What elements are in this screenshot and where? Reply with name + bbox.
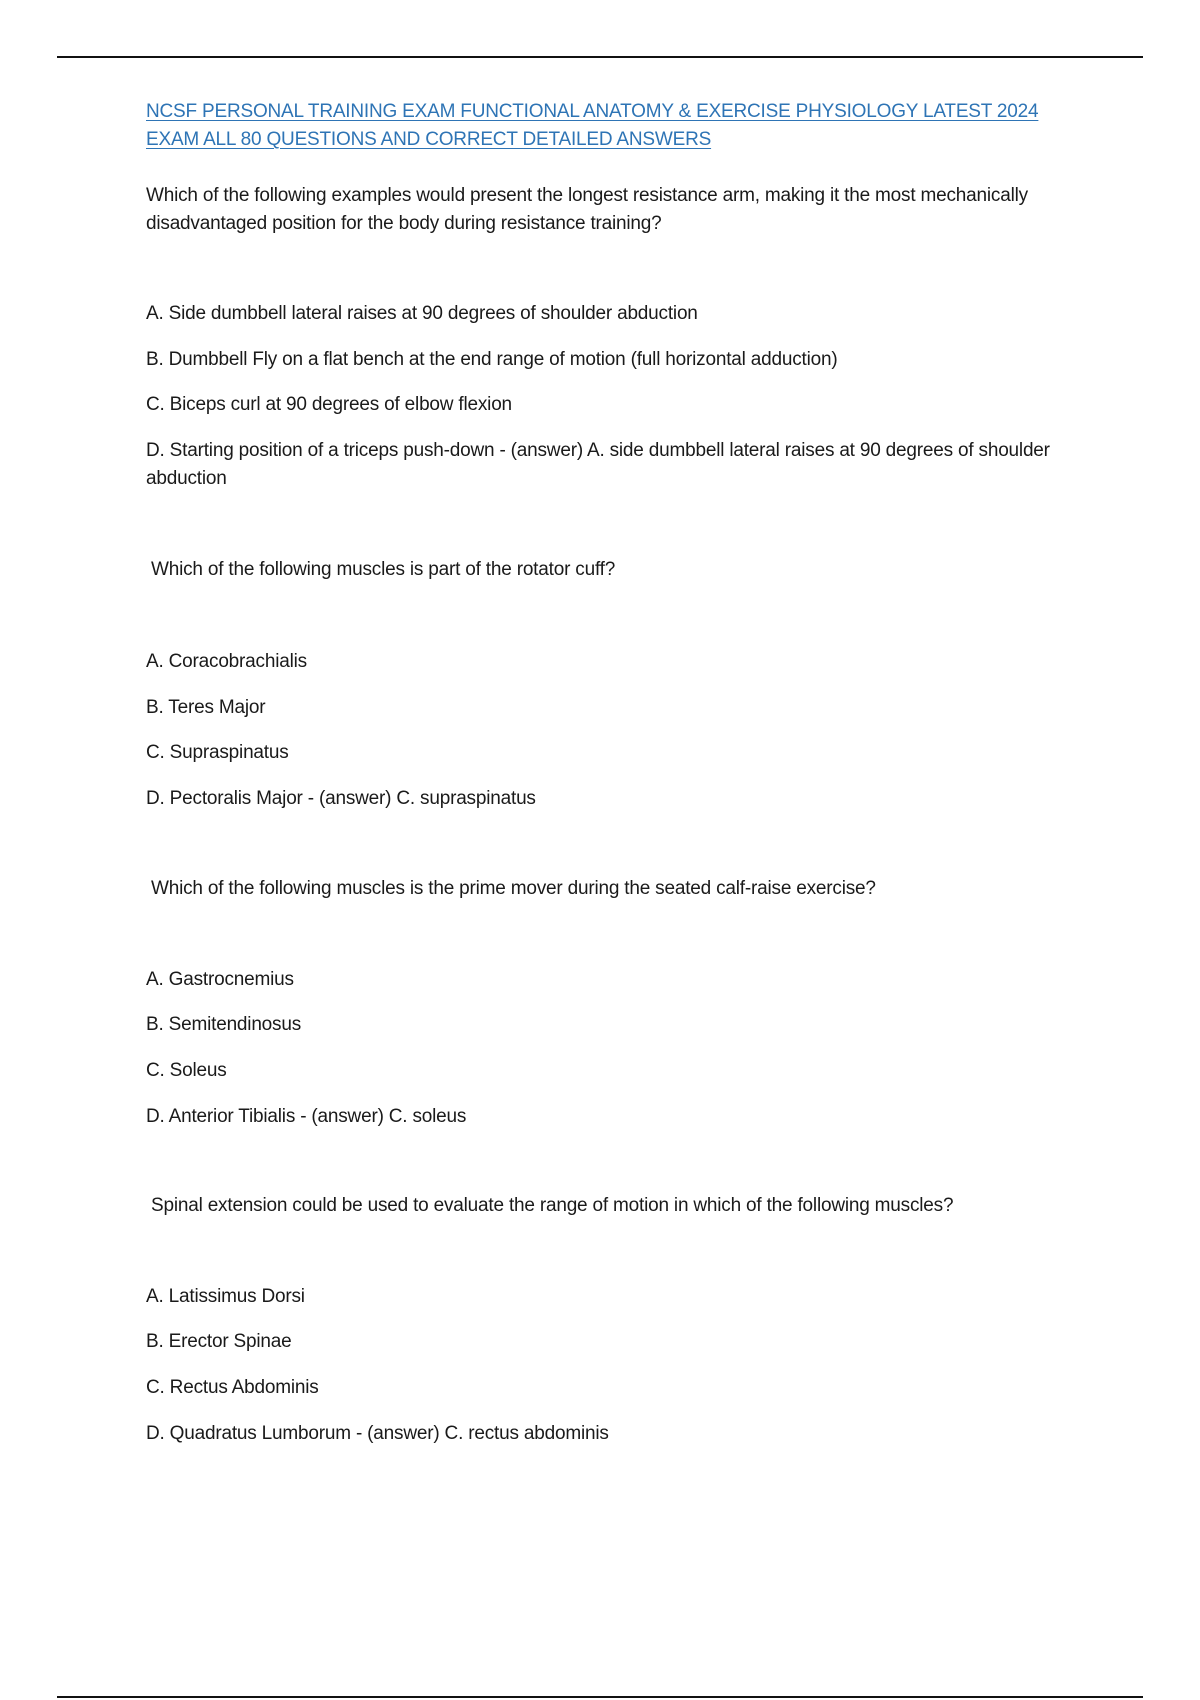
question-2-option-d-answer: D. Pectoralis Major - (answer) C. supraspinatus: [146, 788, 536, 809]
question-3-option-a: A. Gastrocnemius: [146, 969, 294, 990]
question-2-option-c: C. Supraspinatus: [146, 742, 289, 763]
top-rule: [57, 56, 1143, 58]
question-2-text: Which of the following muscles is part of the rotator cuff?: [151, 559, 616, 580]
question-4-text: Spinal extension could be used to evaluate the range of motion in which of the following muscles?: [151, 1195, 954, 1216]
question-3-option-d-answer: D. Anterior Tibialis - (answer) C. soleus: [146, 1106, 467, 1127]
question-1-option-b: B. Dumbbell Fly on a flat bench at the end range of motion (full horizontal adduction): [146, 349, 838, 370]
question-3-option-c: C. Soleus: [146, 1060, 227, 1081]
question-1-option-c: C. Biceps curl at 90 degrees of elbow flexion: [146, 394, 512, 415]
question-2-option-b: B. Teres Major: [146, 697, 266, 718]
question-1-text: Which of the following examples would present the longest resistance arm, making it the most mechanically disadvantaged position for the body during resistance training?: [146, 185, 1028, 234]
question-4-option-a: A. Latissimus Dorsi: [146, 1286, 305, 1307]
question-4-option-c: C. Rectus Abdominis: [146, 1377, 319, 1398]
question-3-option-b: B. Semitendinosus: [146, 1014, 302, 1035]
bottom-rule: [57, 1696, 1143, 1698]
question-1-option-d-answer: D. Starting position of a triceps push-down - (answer) A. side dumbbell lateral raises at 90 degrees of shoulder abduction: [146, 440, 1050, 489]
question-4-option-d-answer: D. Quadratus Lumborum - (answer) C. rectus abdominis: [146, 1423, 609, 1444]
question-2-option-a: A. Coracobrachialis: [146, 651, 307, 672]
question-1-option-a: A. Side dumbbell lateral raises at 90 degrees of shoulder abduction: [146, 303, 698, 324]
document-title: NCSF PERSONAL TRAINING EXAM FUNCTIONAL ANATOMY & EXERCISE PHYSIOLOGY LATEST 2024 EXAM ALL 80 QUESTIONS AND CORRECT DETAILED ANSWERS: [146, 101, 1039, 150]
question-4-option-b: B. Erector Spinae: [146, 1331, 292, 1352]
question-3-text: Which of the following muscles is the prime mover during the seated calf-raise exercise?: [151, 878, 876, 899]
